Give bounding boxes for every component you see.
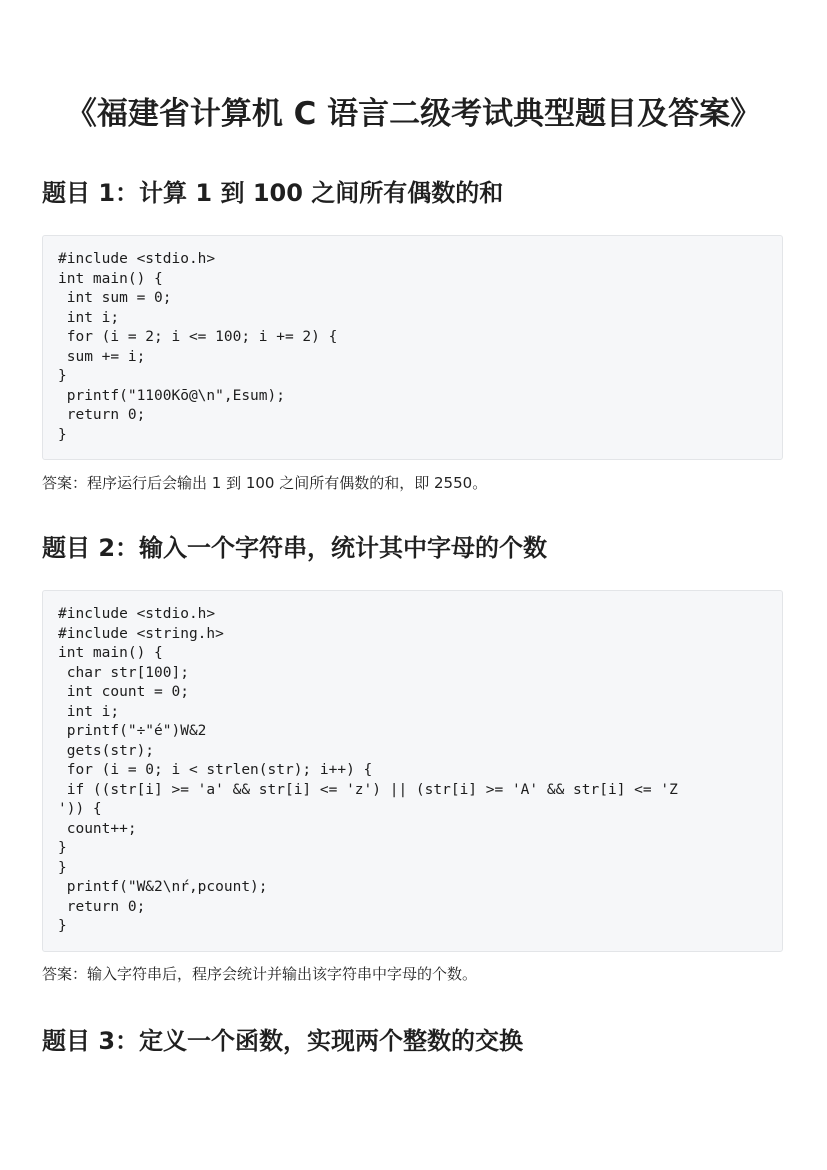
code-line: ')) { <box>58 801 102 817</box>
code-line: printf("÷"é")W&2 <box>58 723 207 739</box>
code-line: sum += i; <box>58 348 146 365</box>
code-line: return 0; <box>58 898 146 915</box>
code-line: int count = 0; <box>58 684 189 700</box>
code-line: for (i = 2; i <= 100; i += 2) { <box>58 329 338 345</box>
question-2-answer: 答案：输入字符串后，程序会统计并输出该字符串中字母的个数。 <box>42 965 478 983</box>
code-line: return 0; <box>58 407 146 423</box>
code-line: } <box>58 426 67 443</box>
question-1-code-block <box>42 235 783 460</box>
code-line: for (i = 0; i < strlen(str); i++) { <box>58 762 373 778</box>
code-line: gets(str); <box>58 742 155 759</box>
code-line: } <box>58 918 67 934</box>
code-line: int i; <box>58 703 120 720</box>
document-title: 《福建省计算机 C 语言二级考试典型题目及答案》 <box>65 96 762 132</box>
question-2-code-block <box>42 590 783 952</box>
code-line: } <box>58 368 67 384</box>
code-line: count++; <box>58 820 137 837</box>
question-1-answer: 答案：程序运行后会输出 1 到 100 之间所有偶数的和，即 2550。 <box>42 474 488 492</box>
question-2-heading: 题目 2：输入一个字符串，统计其中字母的个数 <box>42 534 548 562</box>
code-line: int i; <box>58 309 120 326</box>
code-line: char str[100]; <box>58 664 189 681</box>
code-line: #include <stdio.h> <box>58 251 216 267</box>
code-line: } <box>58 859 67 876</box>
question-1-heading: 题目 1：计算 1 到 100 之间所有偶数的和 <box>42 179 504 207</box>
code-line: printf("W&2\nŕ,pcount); <box>58 879 268 895</box>
code-line: int sum = 0; <box>58 290 172 306</box>
code-line: printf("1100Kō@\n",Esum); <box>58 387 285 404</box>
code-line: #include <string.h> <box>58 625 224 642</box>
code-line: } <box>58 840 67 856</box>
code-line: #include <stdio.h> <box>58 606 216 622</box>
code-line: if ((str[i] >= 'a' && str[i] <= 'z') || (str[i] >= 'A' && str[i] <= 'Z <box>58 781 678 798</box>
question-3-heading: 题目 3：定义一个函数，实现两个整数的交换 <box>42 1027 524 1055</box>
code-line: int main() { <box>58 270 163 287</box>
code-line: int main() { <box>58 645 163 661</box>
